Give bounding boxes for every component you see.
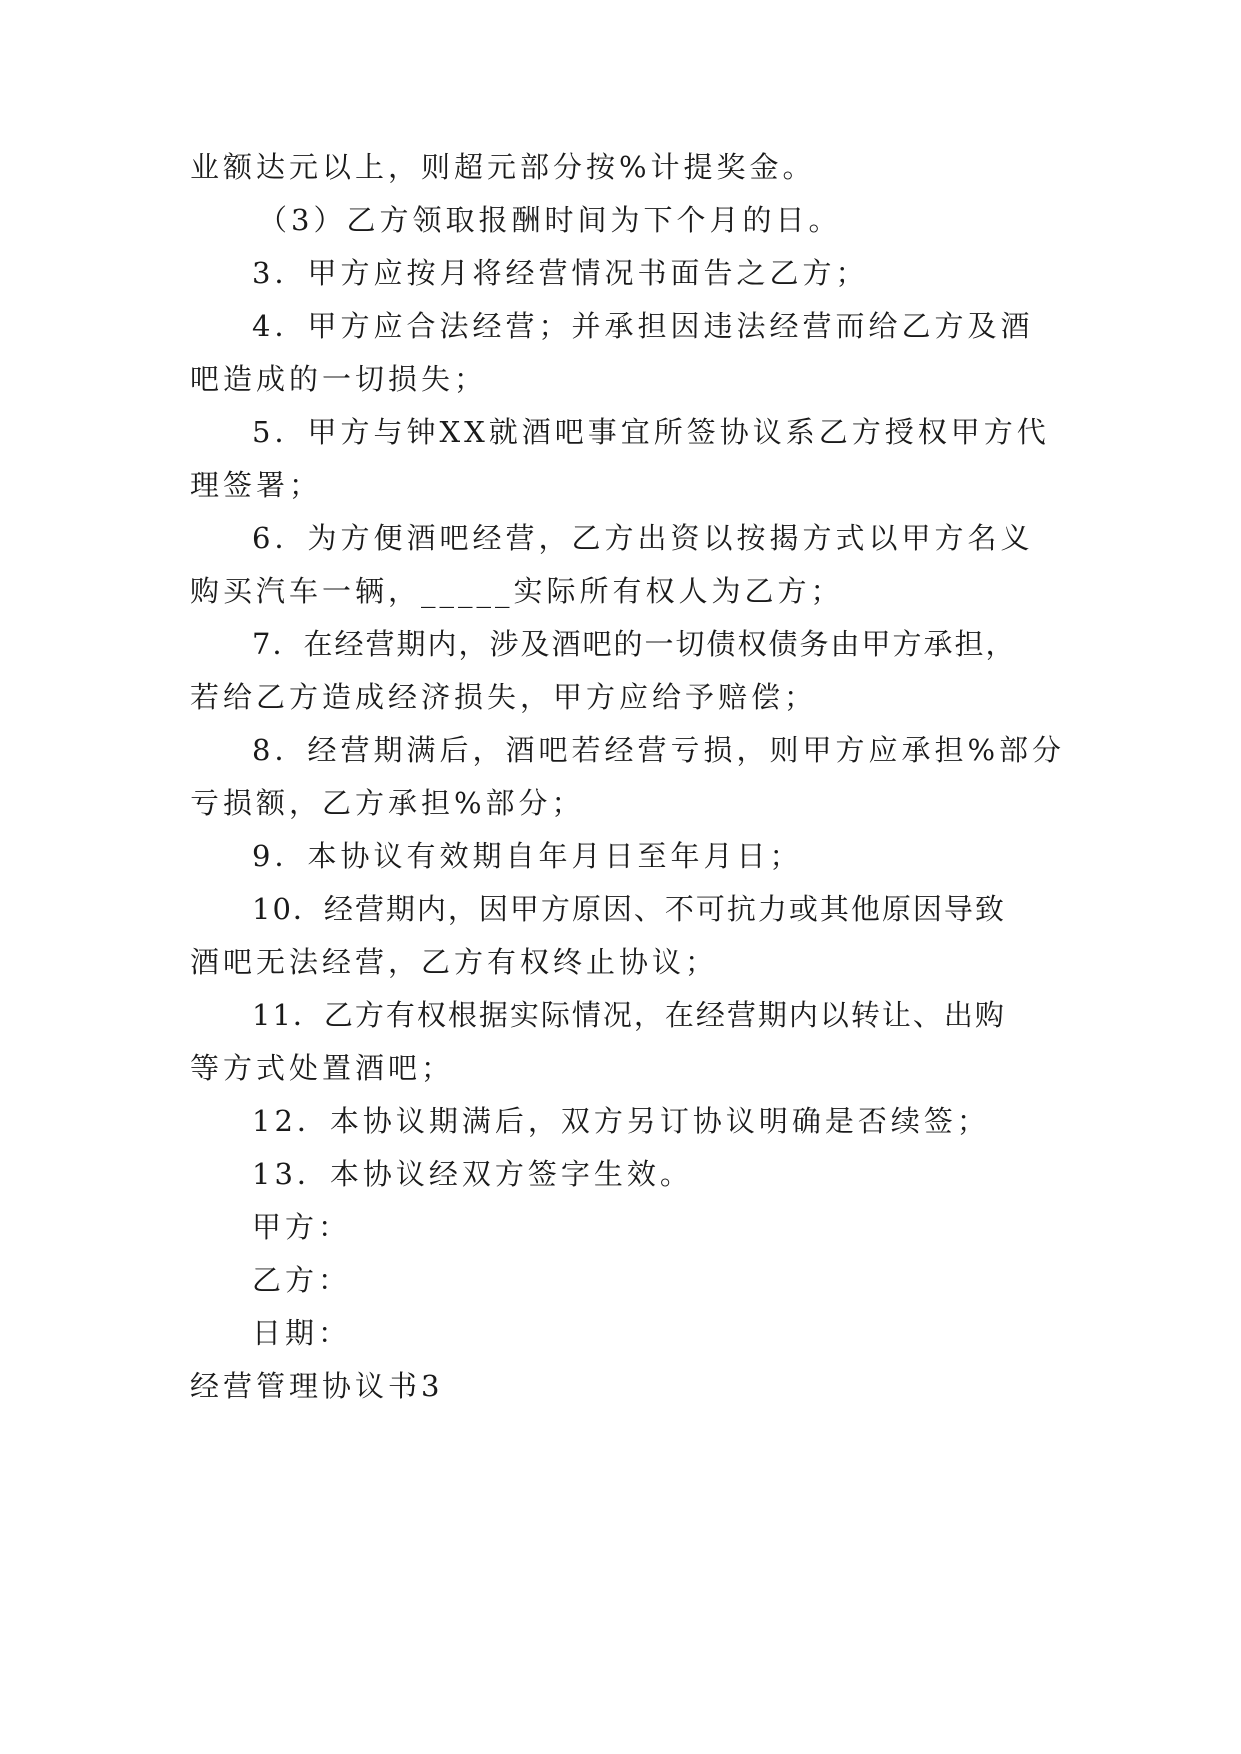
paragraph-line: 3．甲方应按月将经营情况书面告之乙方；: [252, 256, 869, 290]
paragraph-line: 10．经营期内，因甲方原因、不可抗力或其他原因导致: [252, 892, 1006, 926]
paragraph-line: 亏损额，乙方承担%部分；: [190, 786, 585, 820]
paragraph-line: 吧造成的一切损失；: [190, 362, 488, 396]
paragraph-line: 12．本协议期满后，双方另订协议明确是否续签；: [252, 1104, 990, 1138]
paragraph-line: 6．为方便酒吧经营，乙方出资以按揭方式以甲方名义: [252, 521, 1034, 555]
paragraph-line: 9．本协议有效期自年月日至年月日；: [252, 839, 803, 873]
paragraph-line: 等方式处置酒吧；: [190, 1051, 455, 1085]
paragraph-line: （3）乙方领取报酬时间为下个月的日。: [258, 203, 842, 237]
paragraph-line: 理签署；: [190, 468, 323, 502]
paragraph-line: 业额达元以上，则超元部分按%计提奖金。: [190, 150, 816, 184]
paragraph-line: 7．在经营期内，涉及酒吧的一切债权债务由甲方承担，: [252, 627, 1017, 661]
paragraph-line: 酒吧无法经营，乙方有权终止协议；: [190, 945, 719, 979]
section-heading: 经营管理协议书3: [190, 1369, 444, 1403]
paragraph-line: 若给乙方造成经济损失，甲方应给予赔偿；: [190, 680, 818, 714]
paragraph-line: 5．甲方与钟XX就酒吧事宜所签协议系乙方授权甲方代: [252, 415, 1050, 449]
paragraph-line: 购买汽车一辆，_____实际所有权人为乙方；: [190, 574, 844, 608]
signature-label-party-a: 甲方：: [252, 1210, 352, 1244]
paragraph-line: 13．本协议经双方签字生效。: [252, 1157, 693, 1191]
paragraph-line: 11．乙方有权根据实际情况，在经营期内以转让、出购: [252, 998, 1006, 1032]
signature-label-party-b: 乙方：: [252, 1263, 352, 1297]
paragraph-line: 4．甲方应合法经营；并承担因违法经营而给乙方及酒: [252, 309, 1034, 343]
signature-label-date: 日期：: [252, 1316, 352, 1350]
paragraph-line: 8．经营期满后，酒吧若经营亏损，则甲方应承担%部分: [252, 733, 1066, 767]
